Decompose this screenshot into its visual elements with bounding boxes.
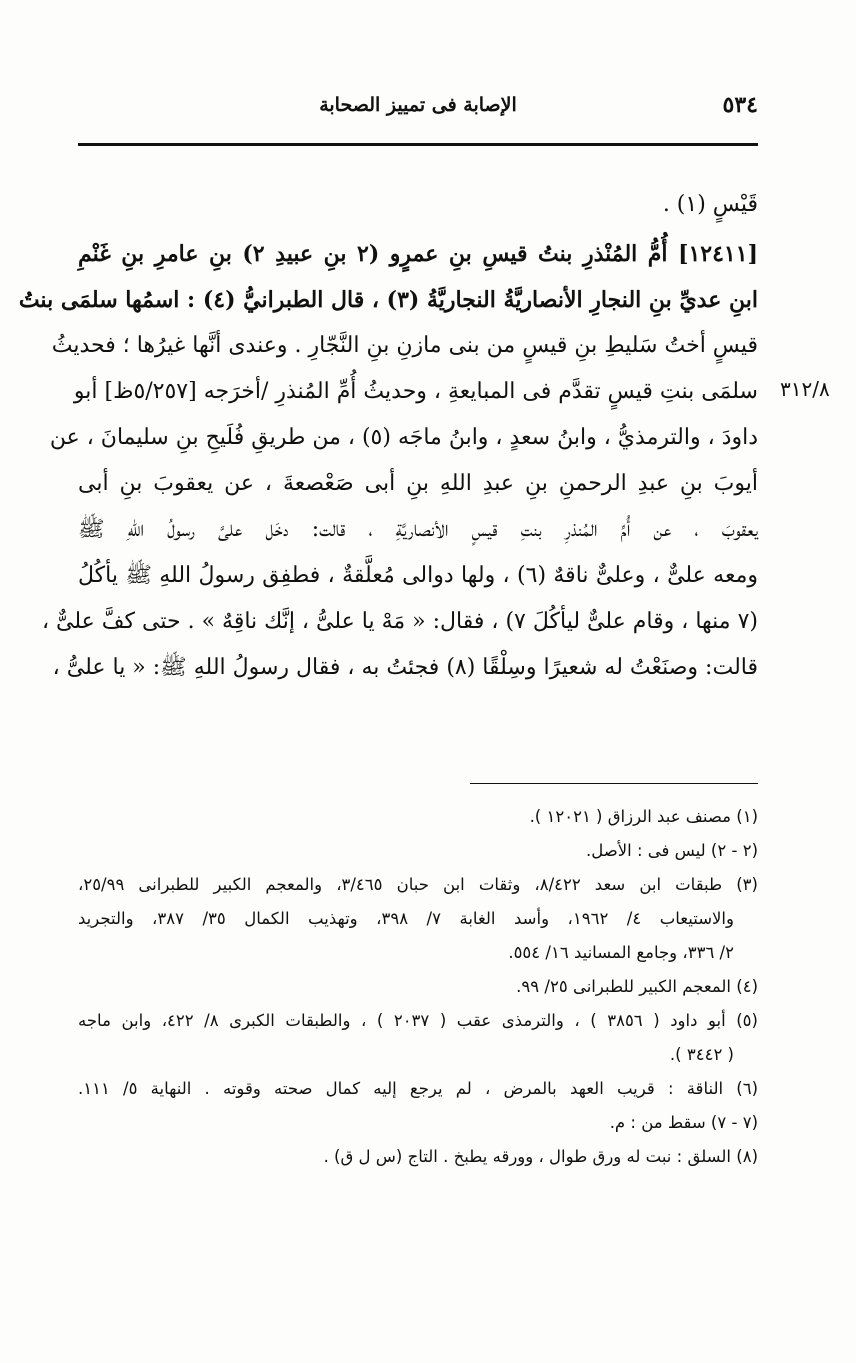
header-rule [78, 143, 758, 146]
footnote: (٨) السلق : نبت له ورق طوال ، وورقه يطبخ . التاج (س ل ق) . [323, 1147, 758, 1166]
footnote: (١) مصنف عبد الرزاق ( ١٢٠٢١ ). [529, 807, 758, 826]
page-header [78, 92, 758, 140]
entry-heading-line: ابنِ عديِّ بنِ النجارِ الأنصاريَّةُ النجاريَّةُ (٣) ، قال الطبرانيُّ (٤) : اسمُها سلمَى بنتُ [18, 287, 758, 313]
text-line: ومعه علىٌّ ، وعلىٌّ ناقهٌ (٦) ، ولها دوالى مُعلَّقةٌ ، فطفِق رسولُ اللهِ ﷺ يأكُلُ [78, 563, 758, 588]
footnote: (٥) أبو داود ( ٣٨٥٦ ) ، والترمذى عقب ( ٢٠٣٧ ) ، والطبقات الكبرى ٨/ ٤٢٢، وابن ماجه [78, 1011, 758, 1030]
footnote: (٤) المعجم الكبير للطبرانى ٢٥/ ٩٩. [516, 977, 758, 996]
footnote: (٢ - ٢) ليس فى : الأصل. [585, 841, 758, 860]
margin-reference: ٣١٢/٨ [780, 377, 830, 401]
text-line: قَيْسٍ (١) . [662, 192, 758, 217]
text-line: سلمَى بنتِ قيسٍ تقدَّم فى المبايعةِ ، وحديثُ أُمِّ المُنذرِ /أخرَجه [٥/٢٥٧ظ] أبو [73, 379, 758, 404]
text-line: أيوبَ بنِ عبدِ الرحمنِ بنِ عبدِ اللهِ بنِ أبى صَعْصعةَ ، عن يعقوبَ بنِ أبى [78, 471, 758, 496]
text-line: قيسٍ أختُ سَليطِ بنِ قيسٍ من بنى مازنِ بنِ النَّجّارِ . وعندى أنَّها غيرُها ؛ فحديثُ [51, 333, 758, 358]
running-title: الإصابة فى تمييز الصحابة [319, 94, 517, 116]
entry-heading-line: [١٢٤١١] أُمُّ المُنْذرِ بنتُ قيسِ بنِ عمرٍو (٢ بنِ عبيدِ ٢) بنِ عامرِ بنِ غَنْمِ [78, 241, 758, 267]
footnote-continuation: والاستيعاب ٤/ ١٩٦٢، وأسد الغابة ٧/ ٣٩٨، وتهذيب الكمال ٣٥/ ٣٨٧، والتجريد [78, 909, 734, 928]
page-number: ٥٣٤ [722, 92, 758, 118]
footnote: (٧ - ٧) سقط من : م. [609, 1113, 758, 1132]
footnote: (٦) الناقة : قريب العهد بالمرض ، لم يرجع إليه كمال صحته وقوته . النهاية ٥/ ١١١. [78, 1079, 759, 1098]
footnote: (٣) طبقات ابن سعد ٨/٤٢٢، وثقات ابن حبان ٣/٤٦٥، والمعجم الكبير للطبرانى ٢٥/٩٩، [78, 875, 758, 894]
footnote-continuation: ٢/ ٣٣٦، وجامع المسانيد ١٦/ ٥٥٤. [508, 943, 734, 962]
text-line: يعقوبَ ، عن أُمِّ المُنذرِ بنتِ قيسٍ الأنصاريَّةِ ، قالت: دخَل علىَّ رسولُ اللهِ ﷺ [78, 517, 758, 542]
footnote-rule [470, 783, 758, 784]
text-line: قالت: وصنَعْتُ له شعيرًا وسِلْقًا (٨) فجئتُ به ، فقال رسولُ اللهِ ﷺ: « يا علىُّ ، [52, 655, 758, 680]
text-line: (٧ منها ، وقام علىٌّ ليأكُلَ ٧) ، فقال: « مَهْ يا علىُّ ، إنَّك ناقِهٌ » . حتى كفَّ علىٌّ ، [41, 609, 758, 634]
footnote-continuation: ( ٣٤٤٢ ). [669, 1045, 734, 1064]
text-line: داودَ ، والترمذيُّ ، وابنُ سعدٍ ، وابنُ ماجَه (٥) ، من طريقِ فُلَيحِ بنِ سليمانَ ، عن [49, 425, 758, 450]
main-text [18, 165, 758, 691]
footnotes [78, 800, 758, 1174]
